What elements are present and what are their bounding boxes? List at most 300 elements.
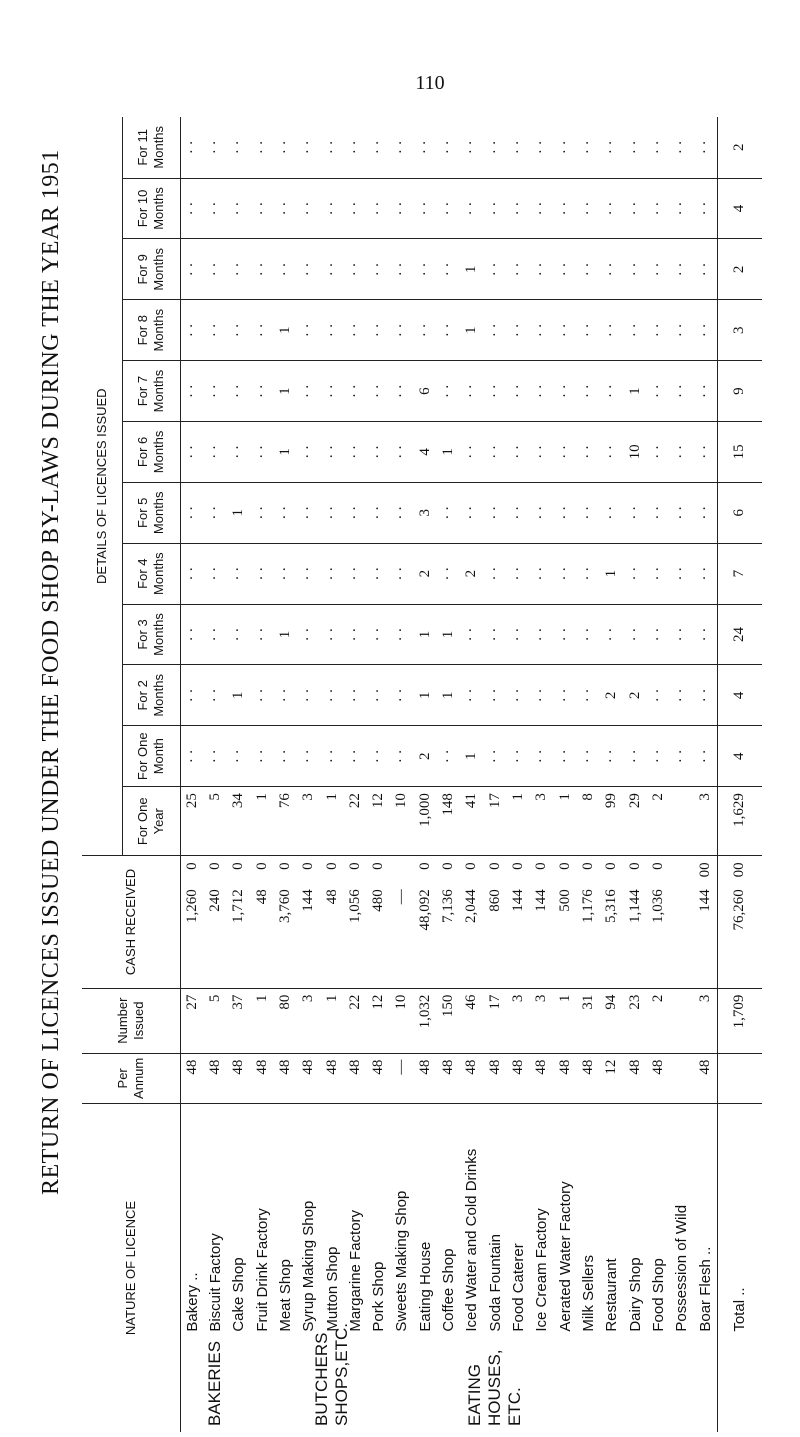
month-count: · · [344,300,367,361]
month-count: · · [670,421,693,482]
month-count: · · [530,482,553,543]
licence-name: Soda Fountain [484,1104,507,1340]
month-count: · · [484,726,507,787]
total-month-count: 6 [717,482,762,543]
month-count: 4 [414,421,437,482]
number-issued: 3 [297,988,320,1053]
one-year-count: 3 [297,787,320,856]
licence-table-rotated [82,117,762,1432]
table-row [437,117,460,1432]
month-count: · · [460,665,483,726]
licence-name: Iced Water and Cold Drinks [460,1104,483,1340]
month-count: · · [603,140,620,155]
month-count: · · [344,361,367,422]
number-issued [670,988,693,1053]
licence-name: Possession of Wild [670,1104,693,1340]
month-count: · · [577,604,600,665]
month-count: · · [367,543,390,604]
licence-name: Fruit Drink Factory [250,1104,273,1340]
month-count: · · [344,178,367,239]
number-issued: 3 [693,988,717,1053]
group-label: EATING HOUSES, ETC. [465,1349,525,1426]
month-count: · · [250,239,273,300]
number-issued: 80 [274,988,297,1053]
month-count: · · [204,665,227,726]
number-issued: 1 [320,988,343,1053]
month-count: 1 [460,239,483,300]
total-spacer [717,1340,762,1432]
cash-pence: 0 [507,856,530,883]
month-count: · · [227,543,250,604]
month-count: · · [507,604,530,665]
month-count: · · [577,482,600,543]
month-count: 1 [460,300,483,361]
per-annum: 48 [367,1053,390,1103]
month-count: · · [253,140,270,155]
month-count: · · [274,482,297,543]
month-count: · · [647,604,670,665]
licence-name: Food Caterer [507,1104,530,1340]
details-header: DETAILS OF LICENCES ISSUED [82,117,122,856]
per-annum: 48 [297,1053,320,1103]
cash-pence: 0 [647,856,670,883]
cash-pounds: 1,712 [230,889,247,923]
month-count: · · [486,140,503,155]
month-count: · · [320,482,343,543]
period-header: For 4 Months [122,543,180,604]
total-pence: 00 [717,856,762,883]
per-annum: 48 [460,1053,483,1103]
month-count: · · [206,140,223,155]
month-count: 1 [437,604,460,665]
month-count: · · [250,361,273,422]
table-row [204,117,227,1432]
per-annum: 48 [647,1053,670,1103]
cash-pounds: 1,176 [579,889,596,923]
number-issued: 150 [437,988,460,1053]
month-count: · · [344,239,367,300]
month-count: 6 [414,361,437,422]
month-count: · · [204,726,227,787]
month-count: · · [274,178,297,239]
month-count: · · [323,140,340,155]
month-count: · · [600,361,623,422]
month-count: · · [673,140,690,155]
month-count: · · [297,178,320,239]
month-count: · · [250,726,273,787]
month-count: · · [390,300,413,361]
table-row [274,117,297,1432]
month-count: · · [183,140,200,155]
per-annum: 48 [320,1053,343,1103]
per-annum [670,1053,693,1103]
cash-pence: 0 [297,856,320,883]
month-count: · · [367,361,390,422]
licence-name: Coffee Shop [437,1104,460,1340]
one-year-count [670,787,693,856]
month-count: · · [577,726,600,787]
per-annum-header: Per Annum [82,1053,180,1103]
licence-name: Cake Shop [227,1104,250,1340]
month-count: 1 [414,665,437,726]
month-count: · · [204,239,227,300]
month-count: 3 [414,482,437,543]
month-count: · · [600,178,623,239]
month-count: · · [227,726,250,787]
number-issued: 1,032 [414,988,437,1053]
one-year-count: 2 [647,787,670,856]
month-count: · · [320,239,343,300]
month-count: · · [647,300,670,361]
month-count: · · [530,665,553,726]
month-count: · · [484,361,507,422]
month-count: · · [460,421,483,482]
month-count: · · [463,140,480,155]
licence-name: Food Shop [647,1104,670,1340]
month-count: · · [484,239,507,300]
one-year-count: 3 [693,787,717,856]
month-count: · · [484,604,507,665]
month-count: 1 [623,361,646,422]
number-issued: 17 [484,988,507,1053]
month-count: · · [367,726,390,787]
month-count: · · [600,482,623,543]
cash-pounds: 860 [486,889,503,912]
month-count: · · [204,543,227,604]
month-count: · · [437,726,460,787]
month-count: · · [250,482,273,543]
month-count: · · [227,361,250,422]
month-count: · · [250,604,273,665]
per-annum: 48 [274,1053,297,1103]
licence-name: Meat Shop [274,1104,297,1340]
month-count: · · [367,482,390,543]
month-count: · · [274,726,297,787]
total-month-count: 4 [717,726,762,787]
month-count: · · [623,178,646,239]
period-header: For 9 Months [122,239,180,300]
table-row [647,117,670,1432]
month-count: · · [320,604,343,665]
month-count: · · [390,421,413,482]
licence-name: Syrup Making Shop [297,1104,320,1340]
month-count: · · [554,726,577,787]
cash-pence: 0 [227,856,250,883]
month-count: · · [530,300,553,361]
per-annum: 48 [227,1053,250,1103]
number-issued: 94 [600,988,623,1053]
nature-header: NATURE OF LICENCE [82,1104,180,1432]
number-issued: 10 [390,988,413,1053]
month-count: · · [600,604,623,665]
month-count: 1 [274,604,297,665]
month-count: · · [484,665,507,726]
month-count: · · [670,178,693,239]
month-count: · · [554,604,577,665]
month-count: · · [367,665,390,726]
month-count: · · [670,543,693,604]
licence-name: Sweets Making Shop [390,1104,413,1340]
month-count: · · [390,604,413,665]
month-count: · · [437,178,460,239]
month-count: · · [670,604,693,665]
month-count: 1 [274,361,297,422]
cash-pounds: 1,260 [183,889,200,923]
month-count: · · [393,140,410,155]
month-count: 1 [227,665,250,726]
total-month-count: 4 [717,178,762,239]
month-count: · · [693,726,717,787]
number-issued: 1 [250,988,273,1053]
one-year-count: 148 [437,787,460,856]
month-count: · · [297,604,320,665]
month-count: · · [693,300,717,361]
group-label [577,1340,717,1432]
month-count: · · [344,482,367,543]
number-issued: 3 [507,988,530,1053]
month-count: · · [693,361,717,422]
licence-name: Restaurant [600,1104,623,1340]
month-count: · · [276,140,293,155]
month-count: · · [180,543,204,604]
table-row [530,117,553,1432]
month-count: 1 [274,421,297,482]
cash-pence: 0 [577,856,600,883]
month-count: · · [670,239,693,300]
month-count: · · [437,361,460,422]
cash-pence: 0 [344,856,367,883]
month-count: · · [230,140,247,155]
month-count: · · [440,140,457,155]
month-count: · · [460,178,483,239]
month-count: · · [227,604,250,665]
one-year-count: 1 [554,787,577,856]
per-annum: 48 [623,1053,646,1103]
per-annum: 12 [600,1053,623,1103]
month-count: · · [297,421,320,482]
month-count: · · [204,178,227,239]
month-count: · · [507,361,530,422]
cash-pounds [670,883,693,988]
month-count: · · [577,239,600,300]
total-number-issued: 1,709 [717,988,762,1053]
month-count: · · [180,361,204,422]
licence-name: Bakery .. [180,1104,204,1340]
month-count: · · [346,140,363,155]
month-count: · · [670,482,693,543]
month-count: · · [510,140,527,155]
month-count: · · [530,239,553,300]
month-count: · · [649,140,666,155]
month-count: · · [647,726,670,787]
month-count: · · [577,665,600,726]
cash-pence: 0 [320,856,343,883]
period-header: For 10 Months [122,178,180,239]
month-count: · · [626,140,643,155]
month-count: · · [180,665,204,726]
group-label: BAKERIES [205,1340,225,1426]
month-count: · · [670,726,693,787]
month-count: 10 [623,421,646,482]
month-count: · · [530,421,553,482]
month-count: · · [344,726,367,787]
month-count: · · [320,300,343,361]
one-year-count: 1 [507,787,530,856]
month-count: · · [507,421,530,482]
licence-name: Eating House [414,1104,437,1340]
month-count: · · [600,300,623,361]
month-count: · · [530,361,553,422]
month-count: · · [297,361,320,422]
table-row [250,117,273,1432]
month-count: · · [554,665,577,726]
cash-pounds: 144 [533,889,550,912]
month-count: · · [390,178,413,239]
month-count: · · [554,178,577,239]
cash-pounds: 1,036 [649,889,666,923]
month-count: · · [507,239,530,300]
month-count: · · [390,482,413,543]
table-row [297,117,320,1432]
cash-pence: 0 [274,856,297,883]
month-count: · · [180,604,204,665]
month-count: · · [600,421,623,482]
month-count: · · [344,543,367,604]
month-count: · · [533,140,550,155]
number-issued: 3 [530,988,553,1053]
month-count: · · [180,421,204,482]
month-count: · · [460,361,483,422]
month-count: 2 [414,543,437,604]
month-count: · · [180,726,204,787]
page-number: 110 [415,72,445,94]
period-header: For 5 Months [122,482,180,543]
month-count: · · [227,178,250,239]
month-count: · · [647,482,670,543]
period-header: For 11 Months [122,117,180,178]
month-count: · · [693,543,717,604]
month-count: · · [670,665,693,726]
cash-pounds: 3,760 [276,889,293,923]
total-month-count: 15 [717,421,762,482]
month-count: · · [647,361,670,422]
cash-pence: 0 [484,856,507,883]
month-count: · · [623,726,646,787]
month-count: · · [647,239,670,300]
month-count: · · [670,300,693,361]
month-count: · · [554,361,577,422]
cash-pence: 0 [600,856,623,883]
one-year-count: 41 [460,787,483,856]
number-issued: 31 [577,988,600,1053]
table-row [577,117,600,1432]
month-count: · · [204,300,227,361]
licence-rows [180,117,762,1432]
number-issued: 22 [344,988,367,1053]
month-count: · · [367,300,390,361]
one-year-count: 99 [600,787,623,856]
per-annum: 48 [180,1053,204,1103]
one-year-count: 3 [530,787,553,856]
month-count: · · [250,300,273,361]
total-one-year: 1,629 [717,787,762,856]
month-count: · · [484,421,507,482]
month-count: · · [250,421,273,482]
month-count: · · [693,421,717,482]
period-header: For 6 Months [122,421,180,482]
table-row [484,117,507,1432]
month-count: · · [250,178,273,239]
month-count: 1 [227,482,250,543]
month-count: · · [320,665,343,726]
month-count: · · [180,178,204,239]
cash-pence: 0 [367,856,390,883]
month-count: · · [507,178,530,239]
month-count: · · [647,178,670,239]
total-month-count: 2 [717,239,762,300]
month-count: · · [414,300,437,361]
one-year-count: 1,000 [414,787,437,856]
period-header: For 2 Months [122,665,180,726]
month-count: · · [693,239,717,300]
per-annum: 48 [204,1053,227,1103]
period-header: For 7 Months [122,361,180,422]
table-row [367,117,390,1432]
month-count: 1 [437,665,460,726]
month-count: · · [414,178,437,239]
total-month-count: 7 [717,543,762,604]
total-month-count: 2 [717,117,762,178]
per-annum: 48 [577,1053,600,1103]
one-year-count: 34 [227,787,250,856]
month-count: · · [274,543,297,604]
cash-pence: 00 [693,856,717,883]
month-count: 1 [437,421,460,482]
licence-name: Biscuit Factory [204,1104,227,1340]
cash-pounds: 1,144 [626,889,643,923]
month-count: · · [693,178,717,239]
month-count: · · [180,300,204,361]
licence-name: Margarine Factory [344,1104,367,1340]
month-count: · · [274,665,297,726]
total-label: Total .. [717,1104,762,1340]
month-count: · · [437,543,460,604]
month-count: · · [484,300,507,361]
month-count: · · [204,482,227,543]
month-count: · · [344,665,367,726]
per-annum: 48 [437,1053,460,1103]
month-count: · · [390,726,413,787]
licence-name: Aerated Water Factory [554,1104,577,1340]
month-count: · · [577,361,600,422]
cash-pounds: 240 [206,889,223,912]
month-count: · · [390,361,413,422]
per-annum: 48 [344,1053,367,1103]
table-row [320,117,343,1432]
month-count: · · [600,239,623,300]
cash-received-header: CASH RECEIVED [82,856,180,988]
month-count: · · [297,300,320,361]
cash-pounds: 500 [556,889,573,912]
month-count: 1 [600,543,623,604]
period-header: For One Year [122,787,180,856]
month-count: · · [227,300,250,361]
licence-name: Mutton Shop [320,1104,343,1340]
one-year-count: 1 [250,787,273,856]
one-year-count: 12 [367,787,390,856]
month-count: · · [274,239,297,300]
number-issued: 37 [227,988,250,1053]
